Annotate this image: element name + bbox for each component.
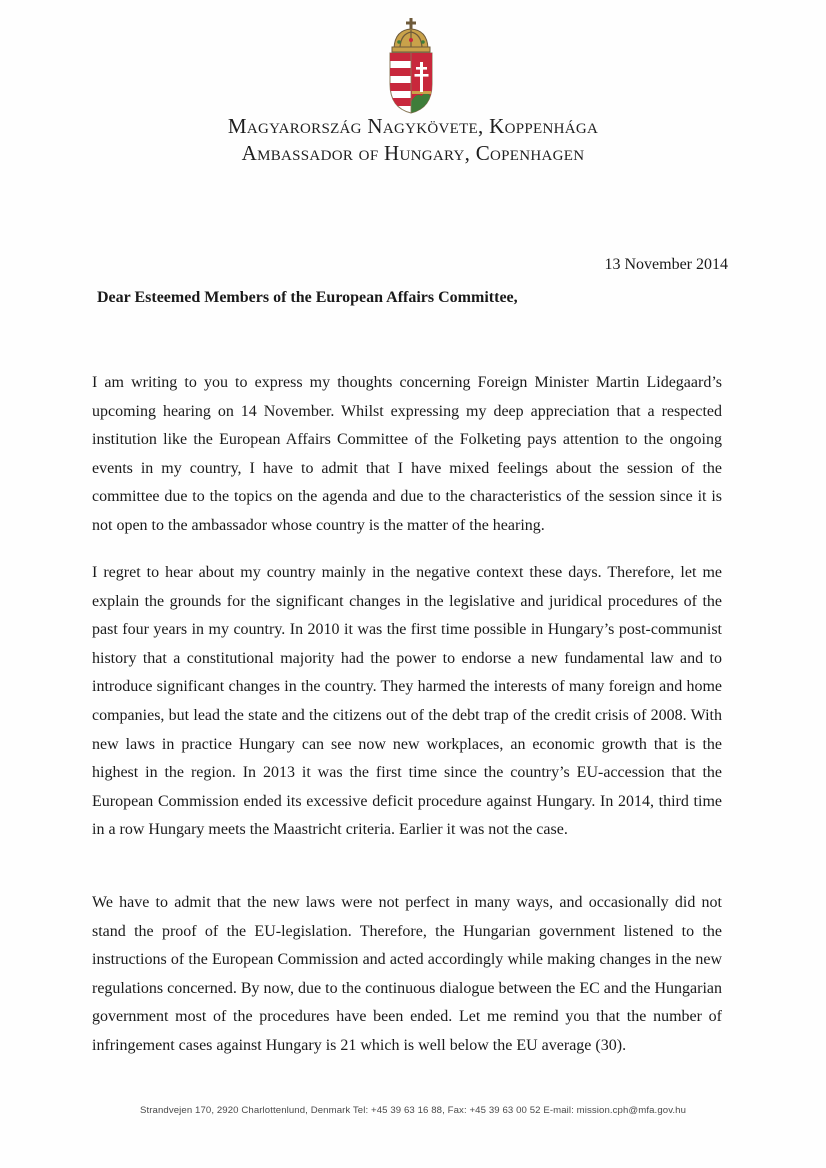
letterhead-line-2: Ambassador of Hungary, Copenhagen [241, 141, 585, 165]
footer-contact-info: Strandvejen 170, 2920 Charlottenlund, Denmark Tel: +45 39 63 16 88, Fax: +45 39 63 00 52 E-mail: mission.cph@mfa.gov.hu [139, 1105, 687, 1116]
body-paragraph-1: I am writing to you to express my thoughts concerning Foreign Minister Martin Lidegaard’s upcoming hearing on 14 November. Whilst expressing my deep appreciation that a respected institution like the European Affairs Committee of the Folketing pays attention to the ongoing events in my country, I have to admit that I have mixed feelings about the session of the committee due to the topics on the agenda and due to the characteristics of the session since it is not open to the ambassador whose country is the matter of the hearing. [92, 374, 722, 534]
letter-date: 13 November 2014 [604, 256, 728, 273]
body-paragraph-2: I regret to hear about my country mainly in the negative context these days. Therefore, let me explain the grounds for the significant changes in the legislative and juridical procedures of the past four years in my country. In 2010 it was the first time possible in Hungary’s post-communist history that a constitutional majority had the power to endorse a new fundamental law and to introduce significant changes in the country. They harmed the interests of many foreign and home companies, but lead the state and the citizens out of the debt trap of the credit crisis of 2008. With new laws in practice Hungary can see now new workplaces, an economic growth that is the highest in the region. In 2013 it was the first time since the country’s EU-accession that the European Commission ended its excessive deficit procedure against Hungary. In 2014, third time in a row Hungary meets the Maastricht criteria. Earlier it was not the case. [92, 564, 722, 839]
body-paragraph-3: We have to admit that the new laws were not perfect in many ways, and occasionally did not stand the proof of the EU-legislation. Therefore, the Hungarian government listened to the instructions of the European Commission and acted accordingly while making changes in the new regulations concerned. By now, due to the continuous dialogue between the EC and the Hungarian government most of the procedures have been ended. Let me remind you that the number of infringement cases against Hungary is 21 which is well below the EU average (30). [92, 894, 722, 1054]
hungarian-coat-of-arms-icon [386, 18, 436, 114]
salutation: Dear Esteemed Members of the European Affairs Committee, [97, 289, 518, 306]
letterhead-line-1: Magyarország Nagykövete, Koppenhága [227, 114, 599, 138]
